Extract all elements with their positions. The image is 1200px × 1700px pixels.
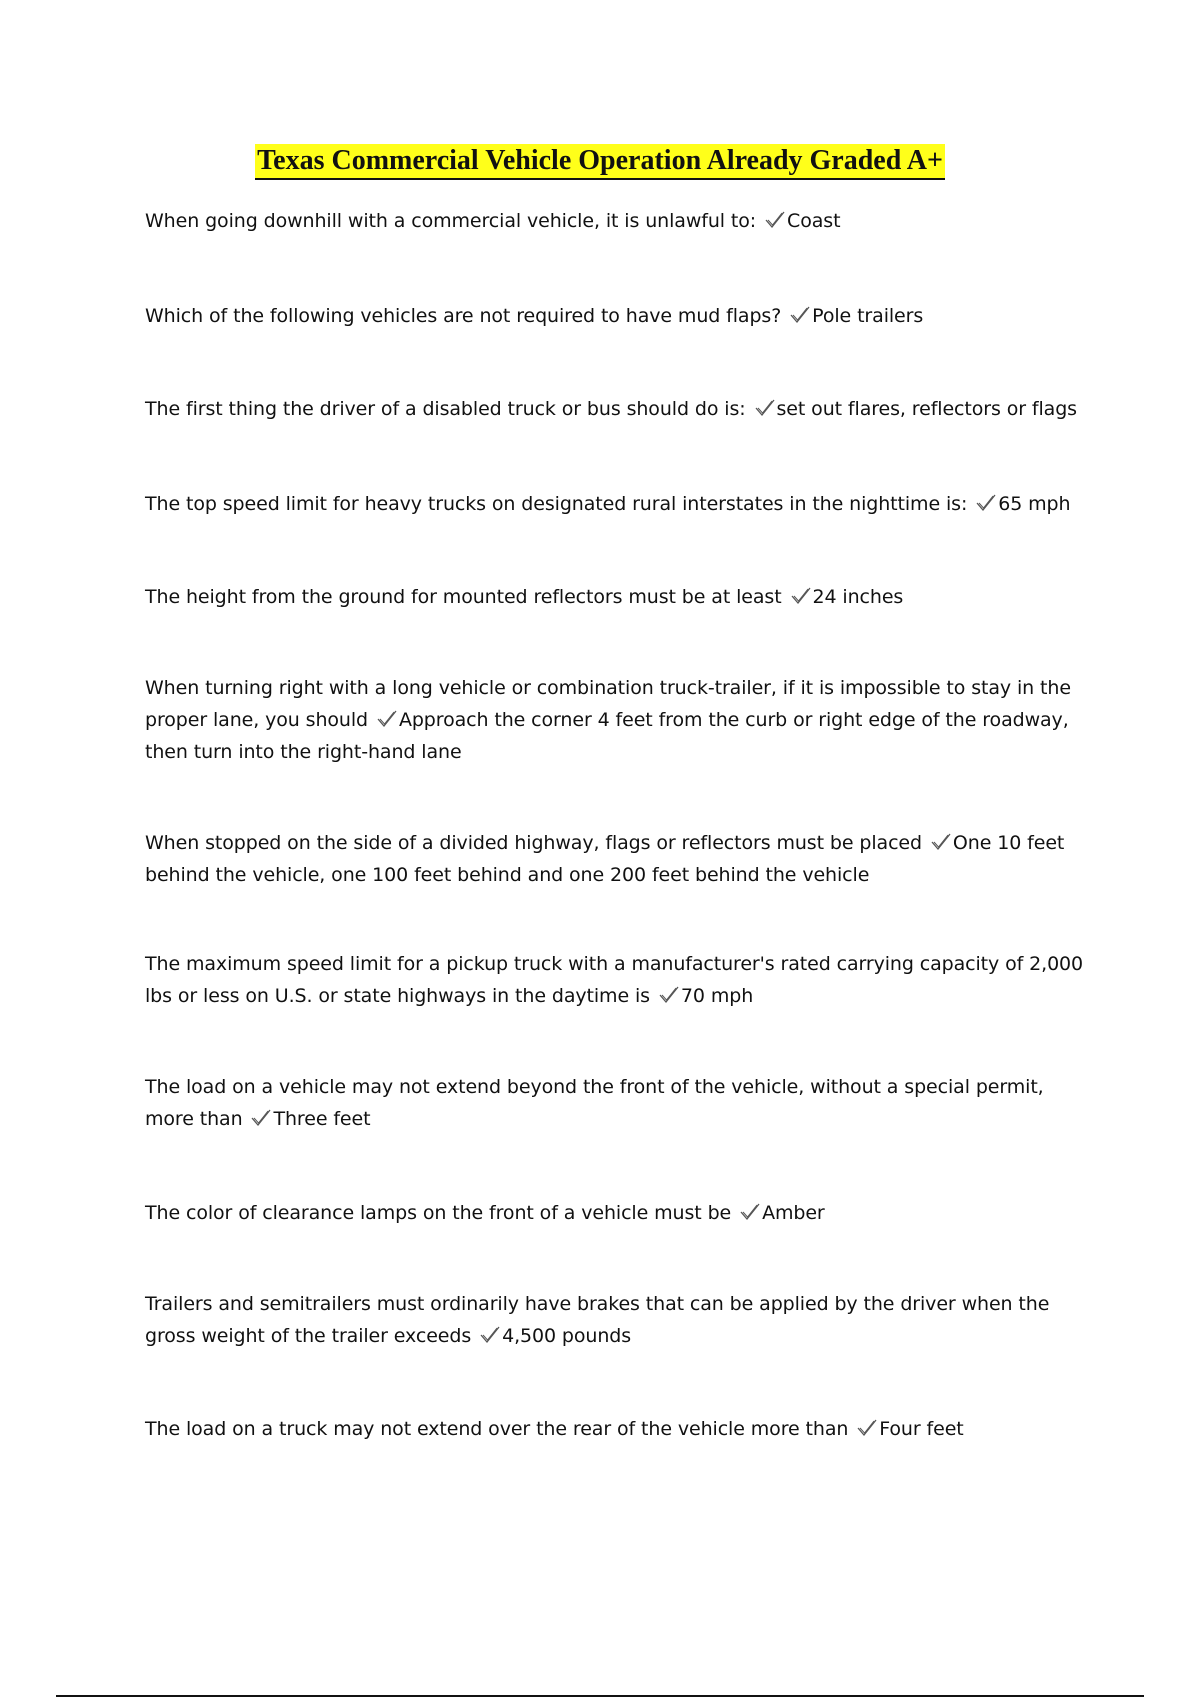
check-mark-icon [376,709,398,729]
question-text: The color of clearance lamps on the front of a vehicle must be [145,1202,738,1224]
answer-text: Four feet [879,1418,964,1440]
answer-text: One 10 feet behind the vehicle, one 100 feet behind and one 200 feet behind the vehicle [145,832,1065,886]
qa-item-6 [145,672,1095,768]
title-container [0,144,1200,180]
qa-item-12 [145,1413,1095,1445]
answer-text: Pole trailers [812,305,924,327]
check-mark-icon [930,832,952,852]
qa-item-3 [145,393,1095,425]
check-mark-icon [856,1418,878,1438]
question-text: The top speed limit for heavy trucks on designated rural interstates in the nighttime is: [145,493,974,515]
check-mark-icon [790,586,812,606]
question-text: When going downhill with a commercial vehicle, it is unlawful to: [145,210,763,232]
answer-text: 65 mph [998,493,1071,515]
qa-item-2 [145,300,1095,332]
answer-text: 70 mph [680,985,754,1007]
answer-text: Three feet [273,1108,371,1130]
qa-item-9 [145,1071,1095,1135]
qa-item-11 [145,1288,1095,1352]
qa-item-4 [145,488,1095,520]
check-mark-icon [754,398,776,418]
document-title: Texas Commercial Vehicle Operation Already Graded A+ [255,144,945,180]
check-mark-icon [250,1108,272,1128]
question-text: When stopped on the side of a divided highway, flags or reflectors must be placed [145,832,928,854]
check-mark-icon [975,493,997,513]
check-mark-icon [739,1202,761,1222]
qa-item-1 [145,205,1095,237]
question-text: The height from the ground for mounted reflectors must be at least [145,586,788,608]
answer-text: Coast [787,210,841,232]
answer-text: Amber [762,1202,825,1224]
question-text: The load on a truck may not extend over the rear of the vehicle more than [145,1418,855,1440]
answer-text: 24 inches [812,586,904,608]
question-text: The first thing the driver of a disabled truck or bus should do is: [145,398,752,420]
qa-item-8 [145,948,1095,1012]
question-text: The maximum speed limit for a pickup truck with a manufacturer's rated carrying capacity of 2,000 lbs or less on U.S. or state highways in the daytime is [145,953,1084,1007]
check-mark-icon [789,305,811,325]
check-mark-icon [479,1325,501,1345]
footer-divider [56,1695,1144,1697]
question-text: Which of the following vehicles are not required to have mud flaps? [145,305,788,327]
answer-text: 4,500 pounds [502,1325,632,1347]
question-text: Trailers and semitrailers must ordinarily have brakes that can be applied by the driver when the gross weight of the trailer exceeds [145,1293,1050,1347]
answer-text: Approach the corner 4 feet from the curb or right edge of the roadway, then turn into the right-hand lane [145,709,1069,763]
question-text: When turning right with a long vehicle or combination truck-trailer, if it is impossible to stay in the proper lane, you should [145,677,1071,731]
qa-item-10 [145,1197,1095,1229]
question-text: The load on a vehicle may not extend beyond the front of the vehicle, without a special permit, more than [145,1076,1044,1130]
qa-item-7 [145,827,1095,891]
check-mark-icon [764,210,786,230]
qa-item-5 [145,581,1095,613]
check-mark-icon [658,985,680,1005]
answer-text: set out flares, reflectors or flags [776,398,1077,420]
